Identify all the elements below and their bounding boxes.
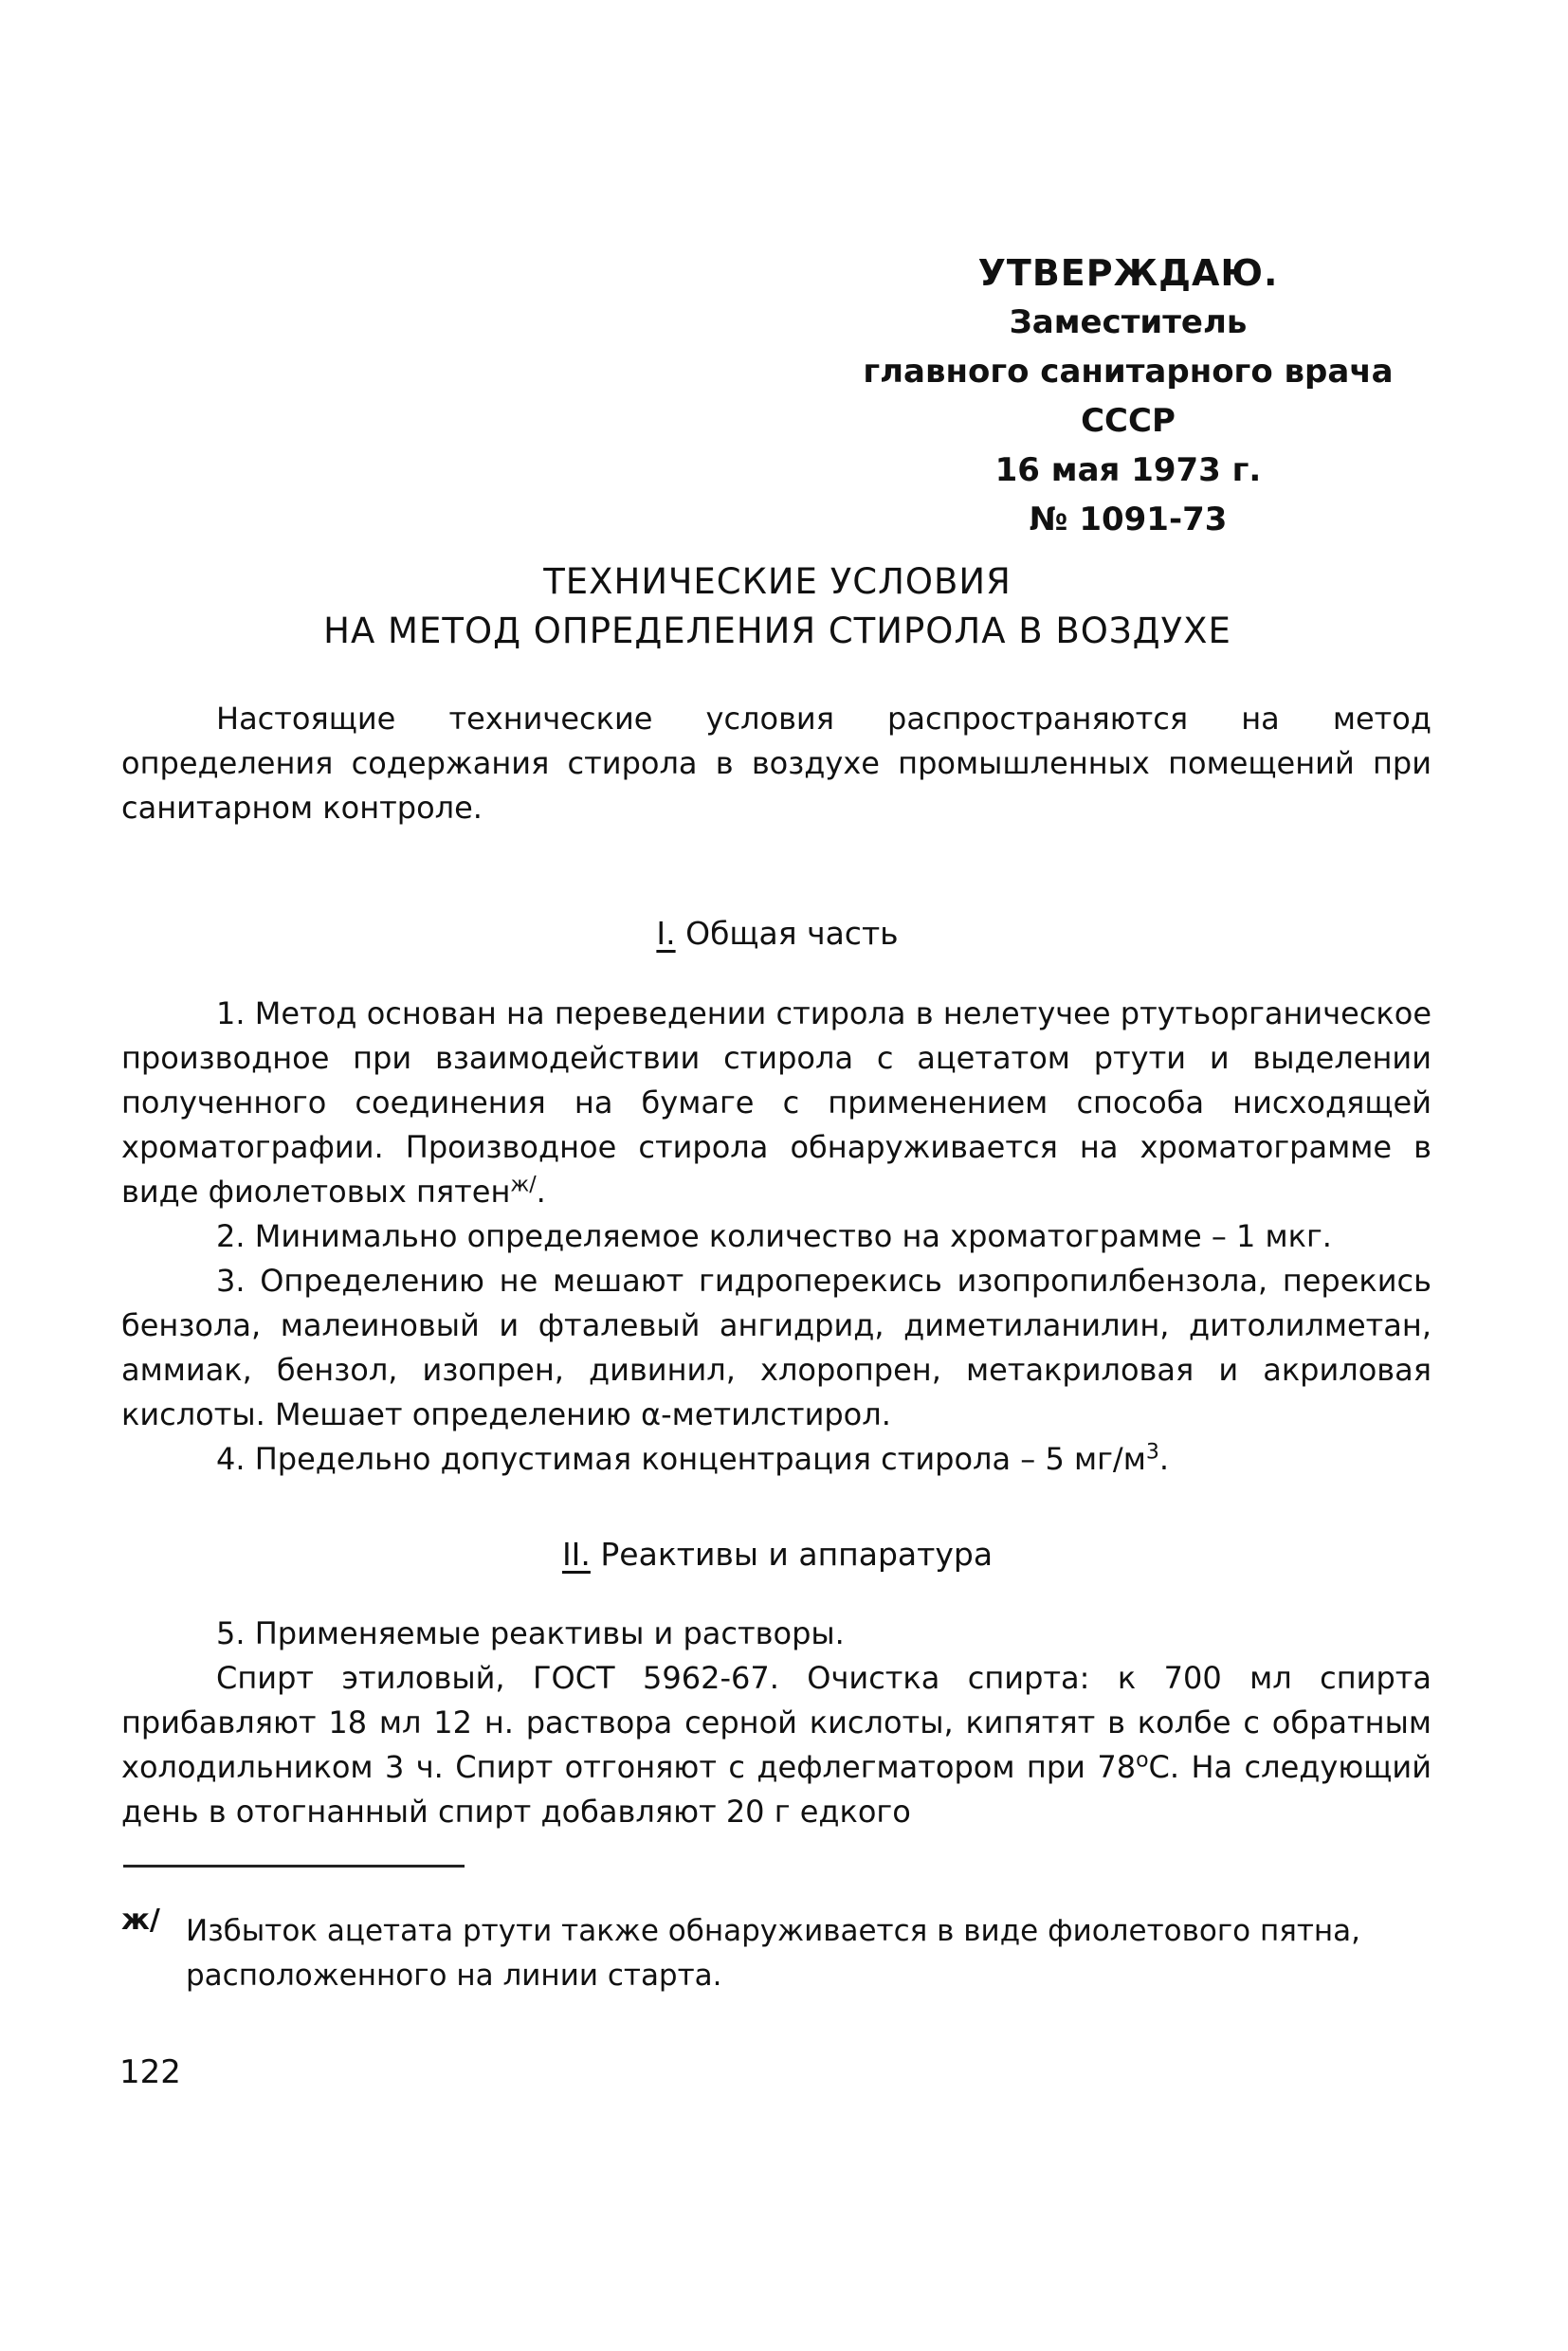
title-line2: НА МЕТОД ОПРЕДЕЛЕНИЯ СТИРОЛА В ВОЗДУХЕ [323,611,1231,651]
item-4-text: 4. Предельно допустимая концентрация стирола – 5 мг/м [216,1441,1146,1477]
section2-body [121,1612,1431,1834]
item-1 [121,992,1431,1214]
item-4 [121,1437,1431,1482]
approval-position-line2: главного санитарного врача [863,353,1394,391]
title-line1: ТЕХНИЧЕСКИЕ УСЛОВИЯ [543,561,1012,602]
section2-title: Реактивы и аппаратура [600,1536,994,1573]
footnote-rule [123,1865,465,1868]
item-1-text: 1. Метод основан на переведении стирола в нелетучее ртутьорганическое производное при взаимодействии стирола с ацетатом ртути и выделении полученного соединения на бумаге с применением способа нисходящей хроматографии. Производное стирола обнаруживается на хроматограмме в виде фиолетовых пятен [121,995,1431,1210]
ethanol-text-end: С. На следующий день в отогнанный спирт добавляют 20 г едкого [121,1749,1432,1830]
item-3: 3. Определению не мешают гидроперекись изопропилбензола, перекись бензола, малеиновый и фталевый ангидрид, диметиланилин, дитолилметан, аммиак, бензол, изопрен, дивинил, хлоропрен, метакриловая и акриловая кислоты. Мешает определению α-метилстирол. [121,1263,1431,1432]
page-number: 122 [119,2053,181,2091]
item-1-footnote-mark: ж/ [510,1173,537,1197]
ethanol-text: Спирт этиловый, ГОСТ 5962-67. Очистка спирта: к 700 мл спирта прибавляют 18 мл 12 н. раствора серной кислоты, кипятят в колбе с обратным холодильником 3 ч. Спирт отгоняют с дефлегматором при 78 [121,1660,1431,1785]
intro-block [121,697,1431,830]
degree-mark: о [1136,1748,1149,1773]
item-2: 2. Минимально определяемое количество на хроматограмме – 1 мкг. [216,1218,1332,1254]
document-title [114,557,1441,656]
approval-heading: УТВЕРЖДАЮ. [977,252,1279,294]
footnote [186,1909,1418,1998]
footnote-text: Избыток ацетата ртути также обнаруживается в виде фиолетового пятна, расположенного на линии старта. [186,1914,1361,1993]
approval-position: Заместитель [1009,303,1248,341]
footnote-mark: ж/ [121,1904,160,1937]
item-4-end: . [1158,1441,1170,1477]
approval-country: СССР [1081,402,1176,440]
approval-date: 16 мая 1973 г. [994,451,1262,489]
section1-numeral: I. [656,915,676,952]
ethanol-paragraph [121,1656,1431,1834]
section1-heading [114,910,1441,957]
approval-block [834,248,1422,544]
approval-number: № 1091-73 [1029,501,1228,538]
item-1-end: . [536,1174,546,1210]
section2-heading [114,1531,1441,1578]
section1-body [121,992,1431,1482]
item-4-superscript: 3 [1145,1440,1159,1465]
item-5: 5. Применяемые реактивы и растворы. [216,1615,845,1651]
section2-numeral: II. [561,1536,591,1573]
section1-title: Общая часть [685,915,899,952]
intro-paragraph: Настоящие технические условия распространяются на метод определения содержания стирола в воздухе промышленных помещений при санитарном контроле. [121,701,1431,826]
